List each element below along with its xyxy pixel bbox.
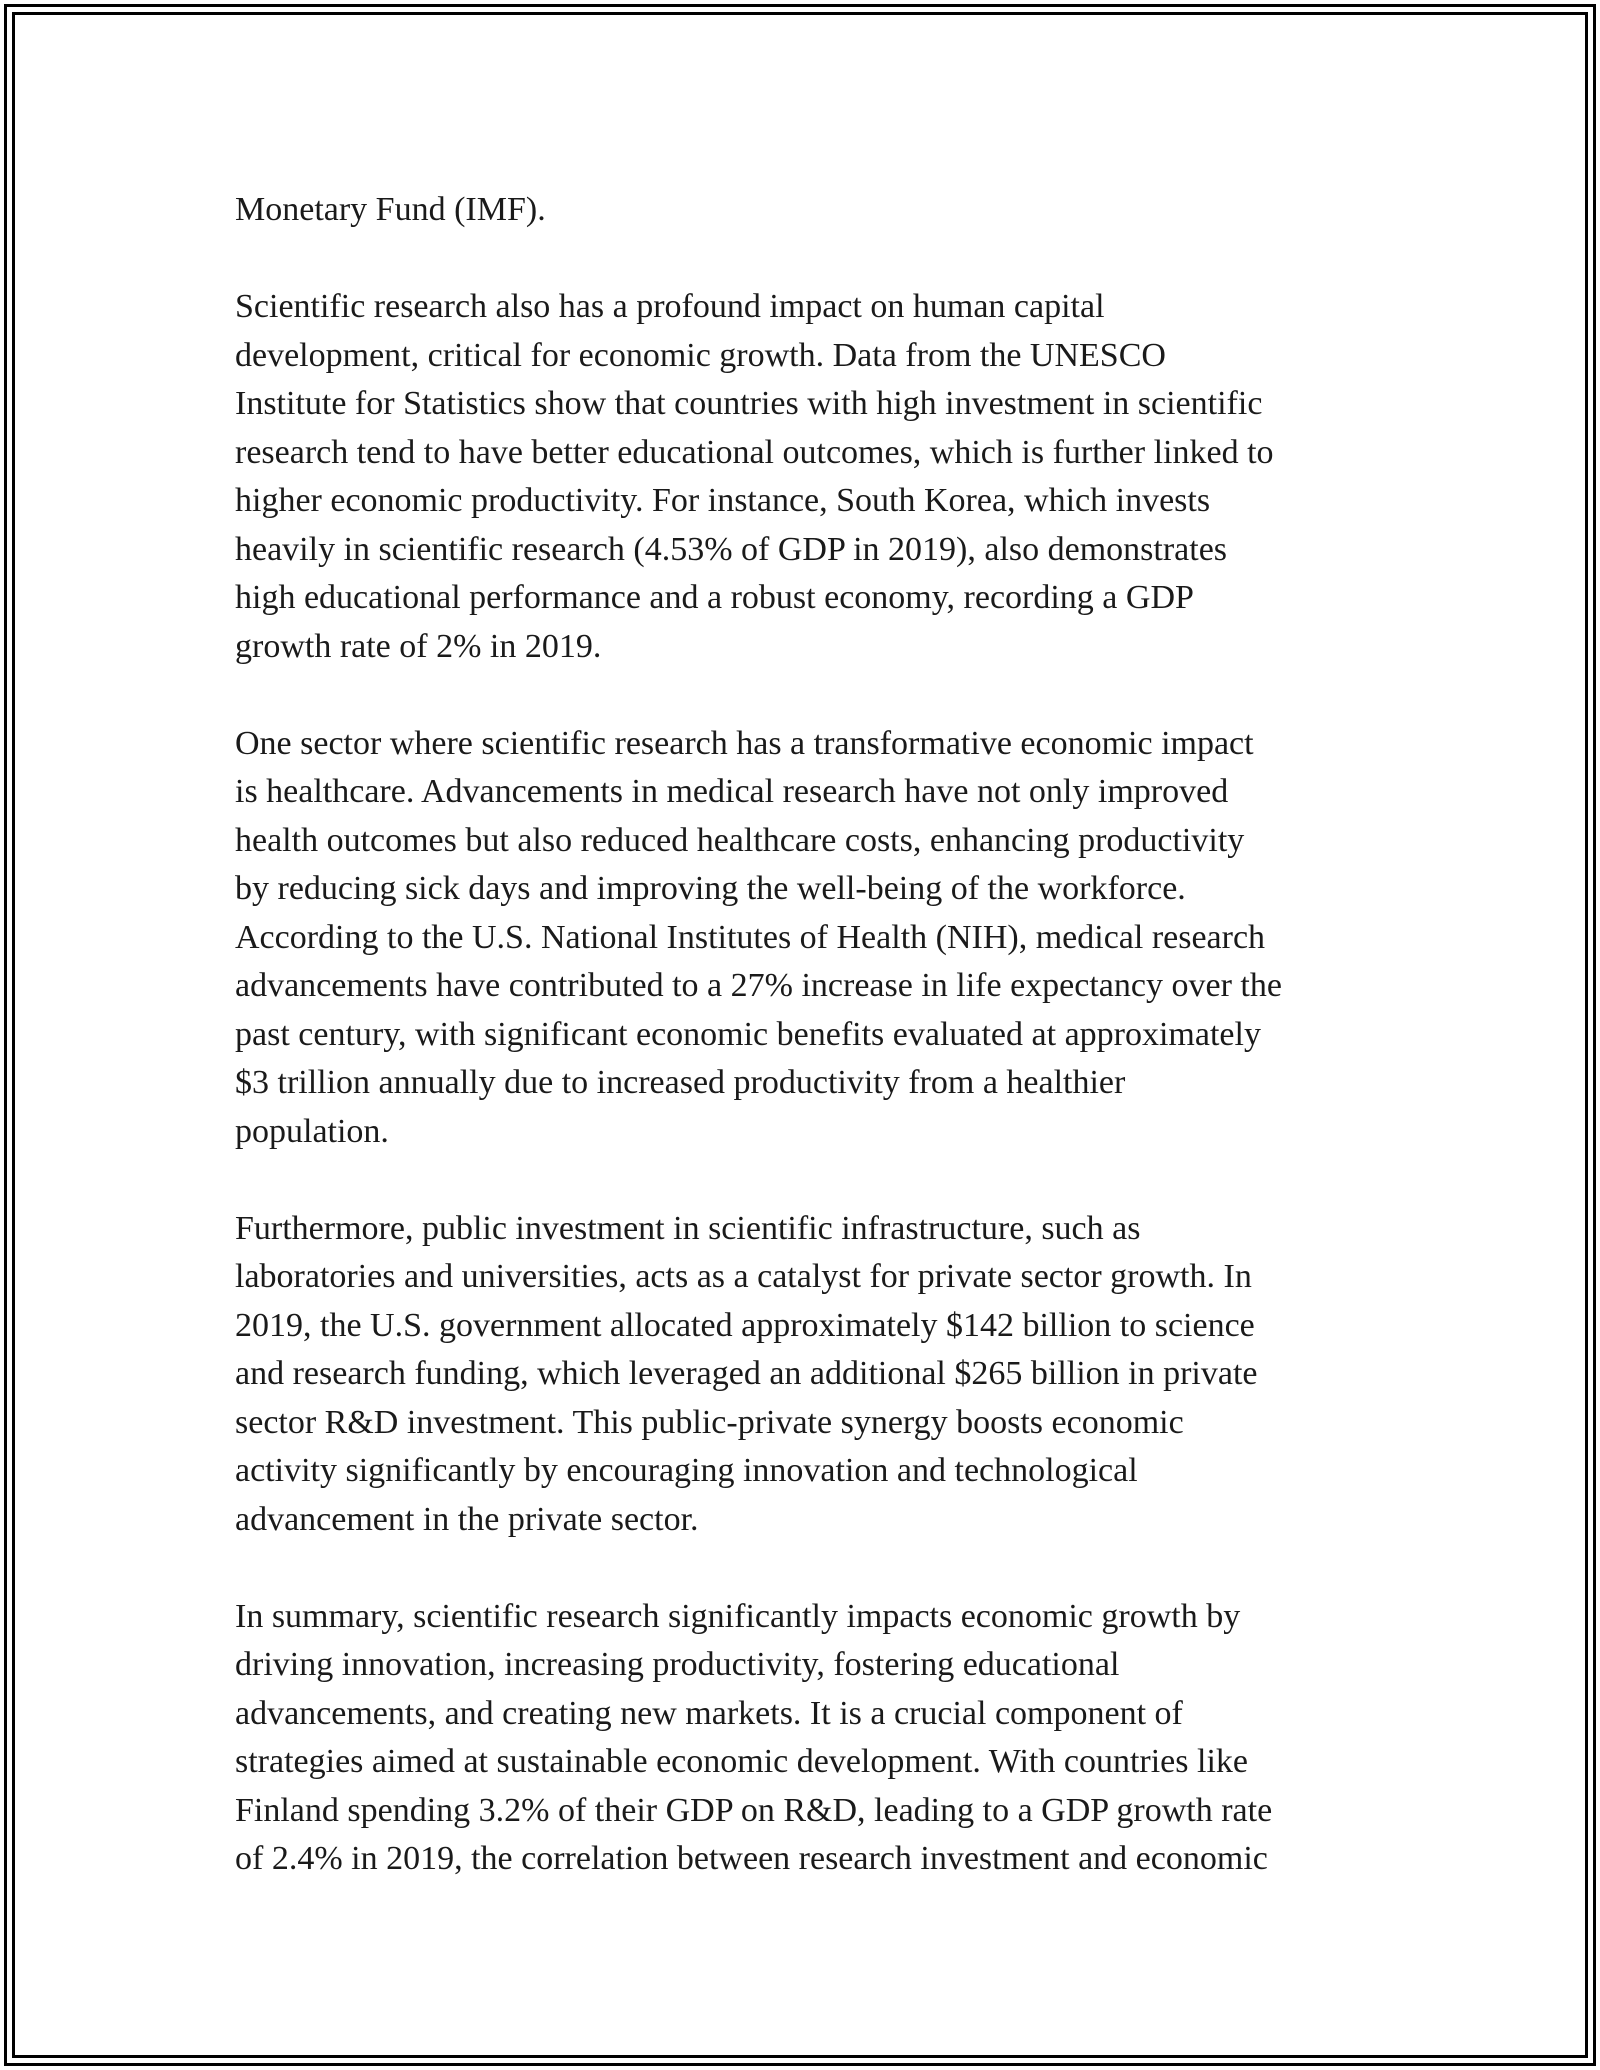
text-line: advancement in the private sector.	[235, 1500, 699, 1538]
text-line: In summary, scientific research significantly impacts economic growth by	[235, 1597, 1241, 1635]
text-line: growth rate of 2% in 2019.	[235, 627, 602, 665]
text-line: and research funding, which leveraged an additional $265 billion in private	[235, 1355, 1258, 1392]
text-line: According to the U.S. National Institutes of Health (NIH), medical research	[235, 918, 1266, 956]
text-line: 2019, the U.S. government allocated approximately $142 billion to science	[235, 1306, 1255, 1344]
text-line: advancements have contributed to a 27% increase in life expectancy over the	[235, 967, 1282, 1004]
text-line: past century, with significant economic benefits evaluated at approximately	[235, 1015, 1261, 1053]
text-line: advancements, and creating new markets. It is a crucial component of	[235, 1694, 1183, 1732]
text-line: One sector where scientific research has a transformative economic impact	[235, 724, 1254, 762]
text-line: research tend to have better educational outcomes, which is further linked to	[235, 433, 1274, 471]
text-line: population.	[235, 1112, 389, 1150]
text-line: activity significantly by encouraging innovation and technological	[235, 1452, 1138, 1489]
text-line: sector R&D investment. This public-private synergy boosts economic	[235, 1403, 1184, 1441]
text-line: heavily in scientific research (4.53% of GDP in 2019), also demonstrates	[235, 530, 1228, 568]
text-line: laboratories and universities, acts as a catalyst for private sector growth. In	[235, 1258, 1252, 1295]
text-line: Scientific research also has a profound impact on human capital	[235, 288, 1105, 325]
text-line: health outcomes but also reduced healthcare costs, enhancing productivity	[235, 821, 1245, 859]
text-line: by reducing sick days and improving the well-being of the workforce.	[235, 870, 1186, 907]
text-line: Monetary Fund (IMF).	[235, 191, 546, 228]
text-line: high educational performance and a robust economy, recording a GDP	[235, 579, 1194, 616]
document-body	[235, 186, 1385, 1884]
paragraph-4	[235, 1205, 1385, 1545]
text-line: development, critical for economic growth. Data from the UNESCO	[235, 336, 1166, 374]
text-line: driving innovation, increasing productivity, fostering educational	[235, 1646, 1120, 1683]
paragraph-3	[235, 720, 1385, 1157]
text-line: is healthcare. Advancements in medical research have not only improved	[235, 773, 1229, 810]
paragraph-1	[235, 186, 1385, 235]
text-line: Finland spending 3.2% of their GDP on R&D, leading to a GDP growth rate	[235, 1791, 1273, 1829]
text-line: of 2.4% in 2019, the correlation between research investment and economic	[235, 1840, 1268, 1877]
text-line: strategies aimed at sustainable economic development. With countries like	[235, 1743, 1248, 1780]
text-line: Furthermore, public investment in scientific infrastructure, such as	[235, 1209, 1141, 1247]
text-line: $3 trillion annually due to increased productivity from a healthier	[235, 1064, 1126, 1101]
paragraph-5	[235, 1593, 1385, 1884]
text-line: Institute for Statistics show that countries with high investment in scientific	[235, 385, 1263, 422]
text-line: higher economic productivity. For instance, South Korea, which invests	[235, 482, 1211, 519]
paragraph-2	[235, 283, 1385, 671]
